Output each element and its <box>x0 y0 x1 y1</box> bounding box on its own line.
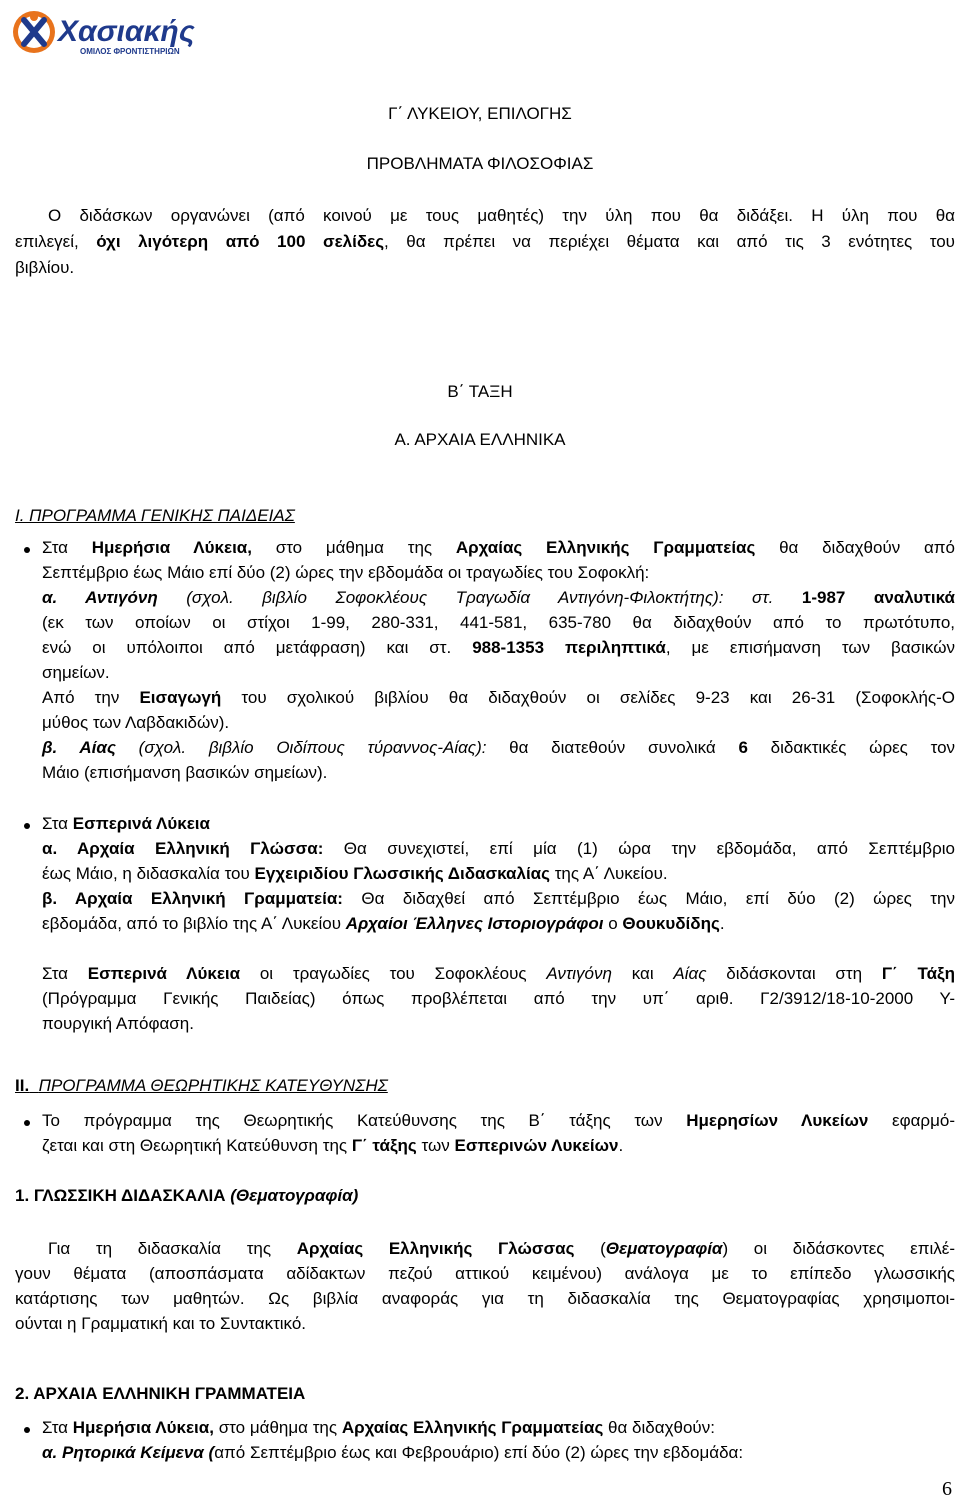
s2-b1-line-1: Το πρόγραμμα της Θεωρητικής Κατεύθυνσης της Β΄ τάξης των Ημερησίων Λυκείων εφαρμό- <box>42 1111 955 1130</box>
s1-b2-line-4: β. Αρχαία Ελληνική Γραμματεία: Θα διδαχθεί από Σεπτέμβριο έως Μάιο, επί δύο (2) ώρες την <box>42 889 955 908</box>
s1-b2-line-2: α. Αρχαία Ελληνική Γλώσσα: Θα συνεχιστεί, επί μία (1) ώρα την εβδομάδα, από Σεπτέμβριο <box>42 839 955 858</box>
s1-p3-line-1: Στα Εσπερινά Λύκεια οι τραγωδίες του Σοφοκλέους Αντιγόνη και Αίας διδάσκονται στη Γ΄ Τάξη <box>42 964 956 983</box>
section-1-heading: Ι. ΠΡΟΓΡΑΜΜΑ ΓΕΝΙΚΗΣ ΠΑΙΔΕΙΑΣ <box>15 506 295 525</box>
s1-b1-line-8: μύθος των Λαβδακιδών). <box>42 713 230 732</box>
intro-line-3: βιβλίου. <box>15 258 75 277</box>
bullet-dot <box>24 547 30 553</box>
s1-b1-line-7: Από την Εισαγωγή του σχολικού βιβλίου θα διδαχθούν οι σελίδες 9-23 και 26-31 (Σοφοκλής-Ο <box>42 688 956 707</box>
s1-p3-line-3: πουργική Απόφαση. <box>42 1014 194 1033</box>
s1-b1-line-10: Μάιο (επισήμανση βασικών σημείων). <box>42 763 328 782</box>
subsection-2-heading: 2. ΑΡΧΑΙΑ ΕΛΛΗΝΙΚΗ ΓΡΑΜΜΑΤΕΙΑ <box>15 1384 306 1403</box>
s1-b1-line-2: Σεπτέμβριο έως Μάιο επί δύο (2) ώρες την εβδομάδα οι τραγωδίες του Σοφοκλή: <box>42 563 650 582</box>
bullet-dot <box>24 1120 30 1126</box>
class-subject: Α. ΑΡΧΑΙΑ ΕΛΛΗΝΙΚΑ <box>394 430 566 449</box>
s1-b1-line-6: σημείων. <box>42 663 110 682</box>
s2-b2-line-1: Στα Ημερήσια Λύκεια, στο μάθημα της Αρχαίας Ελληνικής Γραμματείας θα διδαχθούν: <box>42 1418 715 1437</box>
s1-b2-line-1: Στα Εσπερινά Λύκεια <box>42 814 210 833</box>
class-title: Β΄ ΤΑΞΗ <box>447 382 513 401</box>
s1-b2-line-3: έως Μάιο, η διδασκαλία του Εγχειριδίου Γλωσσικής Διδασκαλίας της Α΄ Λυκείου. <box>42 864 668 883</box>
company-logo <box>10 8 215 58</box>
intro-line-2: επιλεγεί, όχι λιγότερη από 100 σελίδες, θα πρέπει να περιέχει θέματα και από τις 3 ενότητες του <box>15 232 955 251</box>
s1-b1-line-9: β. Αίας (σχολ. βιβλίο Οιδίπους τύραννος-Αίας): θα διατεθούν συνολικά 6 διδακτικές ώρες τον <box>42 738 956 757</box>
s2-p1-line-4: ούνται η Γραμματική και το Συντακτικό. <box>15 1314 307 1333</box>
s1-b1-line-3: α. Αντιγόνη (σχολ. βιβλίο Σοφοκλέους Τραγωδία Αντιγόνη-Φιλοκτήτης): στ. 1-987 αναλυτικά <box>42 588 955 607</box>
course-title: Γ΄ ΛΥΚΕΙΟΥ, ΕΠΙΛΟΓΗΣ <box>388 104 572 123</box>
s2-p1-line-2: γουν θέματα (αποσπάσματα αδίδακτων πεζού αττικού κειμένου) ανάλογα με το επίπεδο γλωσσικής <box>15 1264 955 1283</box>
s1-p3-line-2: (Πρόγραμμα Γενικής Παιδείας) όπως προβλέπεται από την υπ΄ αριθ. Γ2/3912/18-10-2000 Υ- <box>42 989 955 1008</box>
intro-line-1: Ο διδάσκων οργανώνει (από κοινού με τους μαθητές) την ύλη που θα διδάξει. Η ύλη που θα <box>48 206 955 225</box>
logo-brand: Χασιακής <box>58 15 195 48</box>
subsection-1-heading: 1. ΓΛΩΣΣΙΚΗ ΔΙΔΑΣΚΑΛΙΑ (Θεματογραφία) <box>15 1186 359 1205</box>
s2-p1-line-3: κατάρτισης των μαθητών. Ως βιβλία αναφοράς για τη διδασκαλία της Θεματογραφίας χρησιμοποι- <box>15 1289 955 1308</box>
s1-b1-line-5: ενώ οι υπόλοιποι από μετάφραση) και στ. 988-1353 περιληπτικά, με επισήμανση των βασικών <box>42 638 956 657</box>
bullet-dot <box>24 823 30 829</box>
s2-p1-line-1: Για τη διδασκαλία της Αρχαίας Ελληνικής Γλώσσας (Θεματογραφία) οι διδάσκοντες επιλέ- <box>48 1239 955 1258</box>
section-2-heading: ΙΙ. ΠΡΟΓΡΑΜΜΑ ΘΕΩΡΗΤΙΚΗΣ ΚΑΤΕΥΘΥΝΣΗΣ <box>15 1076 388 1095</box>
s1-b2-line-5: εβδομάδα, από το βιβλίο της Α΄ Λυκείου Αρχαίοι Έλληνες Ιστοριογράφοι ο Θουκυδίδης. <box>42 914 725 933</box>
s1-b1-line-1: Στα Ημερήσια Λύκεια, στο μάθημα της Αρχαίας Ελληνικής Γραμματείας θα διδαχθούν από <box>42 538 955 557</box>
logo-tagline: ΟΜΙΛΟΣ ΦΡΟΝΤΙΣΤΗΡΙΩΝ <box>80 47 180 56</box>
s2-b2-line-2: α. Ρητορικά Κείμενα (από Σεπτέμβριο έως και Φεβρουάριο) επί δύο (2) ώρες την εβδομάδα: <box>42 1443 744 1462</box>
s2-b1-line-2: ζεται και στη Θεωρητική Κατεύθυνση της Γ΄ τάξης των Εσπερινών Λυκείων. <box>42 1136 624 1155</box>
page-number: 6 <box>942 1478 952 1500</box>
bullet-dot <box>24 1427 30 1433</box>
s1-b1-line-4: (εκ των οποίων οι στίχοι 1-99, 280-331, 441-581, 635-780 θα διδαχθούν από το πρωτότυπο, <box>42 613 955 632</box>
subject-title: ΠΡΟΒΛΗΜΑΤΑ ΦΙΛΟΣΟΦΙΑΣ <box>366 154 594 173</box>
